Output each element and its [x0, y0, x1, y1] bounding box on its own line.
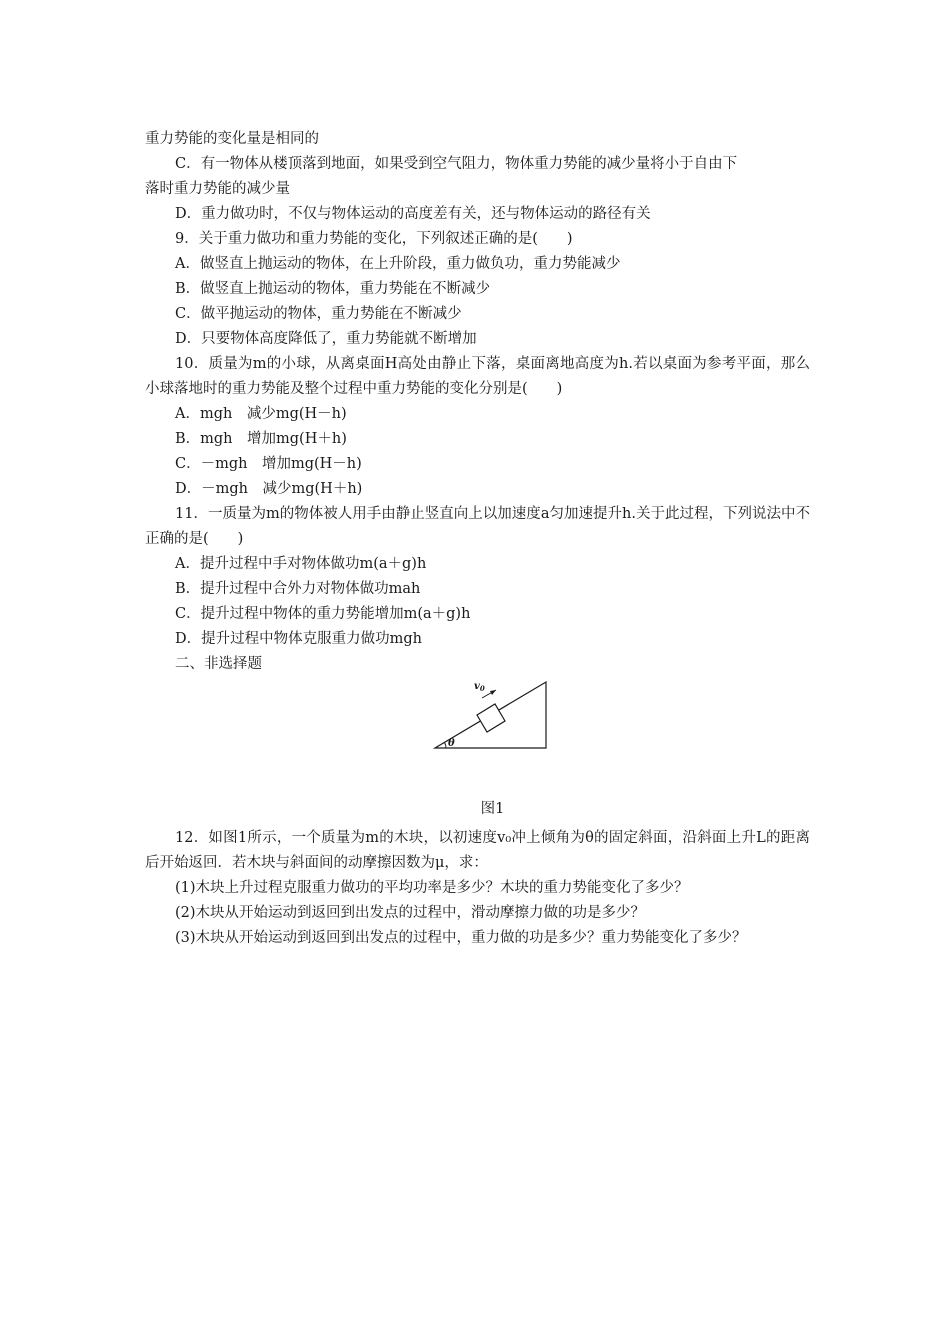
angle-label: θ	[448, 738, 455, 749]
question-10-option-a: A．mgh 减少mg(H－h)	[175, 406, 347, 422]
question-9-option-d: D．只要物体高度降低了，重力势能就不断增加	[175, 331, 477, 347]
question-11-option-c: C．提升过程中物体的重力势能增加m(a＋g)h	[175, 606, 471, 622]
question-10-stem: 10．质量为m的小球，从离桌面H高处由静止下落，桌面离地高度为h.若以桌面为参考平面，那么小球落地时的重力势能及整个过程中重力势能的变化分别是( )	[145, 356, 810, 397]
question-9-option-c: C．做平抛运动的物体，重力势能在不断减少	[175, 306, 462, 322]
velocity-arrowhead	[490, 690, 496, 695]
question-10-option-d: D．－mgh 减少mg(H＋h)	[175, 481, 363, 497]
question-11-option-b: B．提升过程中合外力对物体做功mah	[175, 581, 421, 597]
question-12-part-3: (3)木块从开始运动到返回到出发点的过程中，重力做的功是多少？重力势能变化了多少？	[175, 930, 747, 946]
question-10-option-b: B．mgh 增加mg(H＋h)	[175, 431, 347, 447]
question-9-option-b: B．做竖直上抛运动的物体，重力势能在不断减少	[175, 281, 491, 297]
text-line: 重力势能的变化量是相同的	[145, 131, 319, 147]
question-9-stem: 9．关于重力做功和重力势能的变化，下列叙述正确的是( )	[175, 231, 573, 247]
question-9-option-a: A．做竖直上抛运动的物体，在上升阶段，重力做负功，重力势能减少	[175, 256, 621, 272]
question-11-stem: 11．一质量为m的物体被人用手由静止竖直向上以加速度a匀加速提升h.关于此过程，下列说法中不正确的是( )	[145, 506, 810, 547]
question-12-part-2: (2)木块从开始运动到返回到出发点的过程中，滑动摩擦力做的功是多少？	[175, 905, 646, 921]
text-line: C．有一物体从楼顶落到地面，如果受到空气阻力，物体重力势能的减少量将小于自由下	[175, 156, 738, 172]
velocity-label: $v_0$	[474, 681, 485, 693]
question-11-option-a: A．提升过程中手对物体做功m(a＋g)h	[175, 556, 427, 572]
text-line: D．重力做功时，不仅与物体运动的高度差有关，还与物体运动的路径有关	[175, 206, 651, 222]
document-page	[145, 127, 810, 951]
section-heading: 二、非选择题	[175, 656, 262, 672]
incline-figure	[145, 677, 810, 799]
angle-arc	[445, 743, 447, 749]
figure-caption: 图1	[480, 801, 505, 817]
question-12-stem: 12．如图1所示，一个质量为m的木块，以初速度v₀冲上倾角为θ的固定斜面，沿斜面上升L的距离后开始返回．若木块与斜面间的动摩擦因数为μ，求：	[145, 830, 810, 871]
question-12-part-1: (1)木块上升过程克服重力做功的平均功率是多少？木块的重力势能变化了多少？	[175, 880, 689, 896]
incline-diagram	[432, 679, 552, 753]
text-line: 落时重力势能的减少量	[145, 181, 290, 197]
question-10-option-c: C．－mgh 增加mg(H－h)	[175, 456, 362, 472]
question-11-option-d: D．提升过程中物体克服重力做功mgh	[175, 631, 422, 647]
